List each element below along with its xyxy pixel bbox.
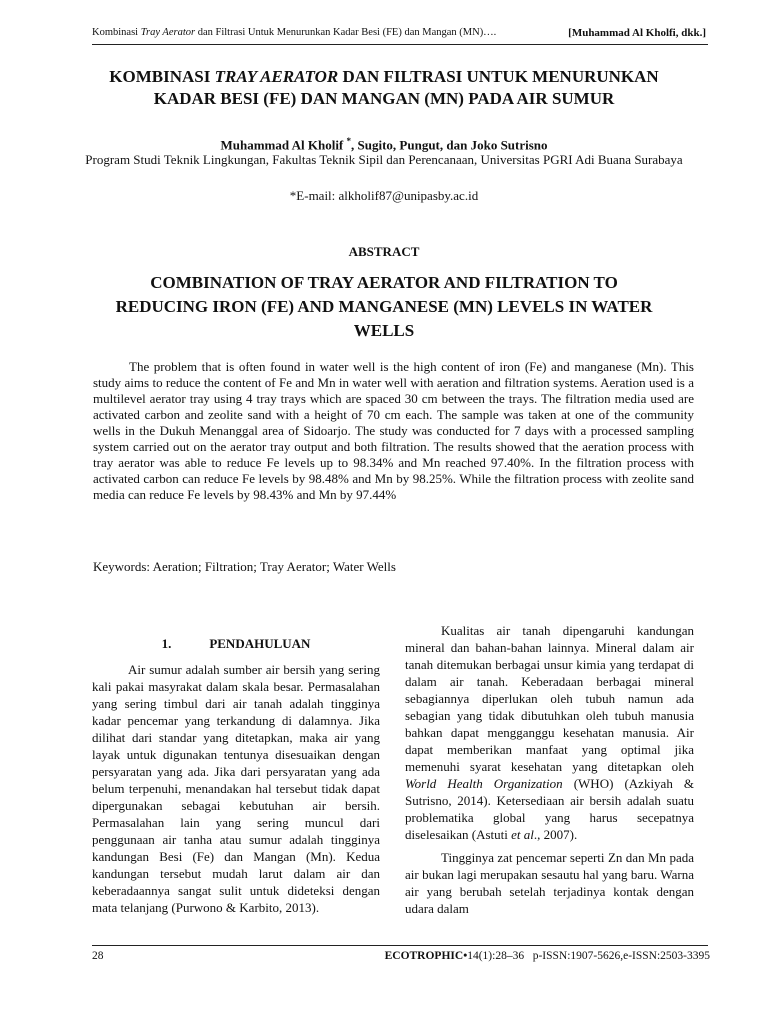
paragraph: Air sumur adalah sumber air bersih yang sering kali pakai masyrakat dalam skala besar. Permasalahan yang sering timbul dari air tanah adalah tingginya kadar pencemar yang terkandung di dalamnya. Jika dilihat dari standar yang ditetapkan, maka air yang layak untuk digunakan tentunya disesuaikan dengan persyaratan yang ada. Jika dari persyaratan yang ada belum terpenuhi, menandakan hal tersebut tidak dapat dipergunakan sebagai kebutuhan air bersih. Permasalahan lain yang sering muncul dari penggunaan air tanha atau sumur adalah tingginya kandungan Besi (Fe) dan Mangan (Mn). Kedua kandungan tersebut mudah larut dalam air dan keberadaannya sangat sulit untuk dideteksi dengan mata telanjang (Purwono & Karbito, 2013).: [92, 662, 380, 915]
paper-title: KOMBINASI TRAY AERATOR DAN FILTRASI UNTUK MENURUNKAN KADAR BESI (FE) DAN MANGAN (MN) PADA AIR SUMUR: [109, 67, 659, 108]
abstract-body: The problem that is often found in water well is the high content of iron (Fe) and manganese (Mn). This study aims to reduce the content of Fe and Mn in water well with aeration and filtration systems. Aeration used is a multilevel aerator tray using 4 tray trays which are spaced 30 cm between the trays. The filtration media used are activated carbon and zeolite sand with a height of 70 cm each. The sample was taken at one of the community wells in the Dukuh Menanggal area of Sidoarjo. The study was conducted for 7 days with a processed sampling system carried out on the aerator tray output and both filtration. The results showed that the aeration process with tray aerator was able to reduce Fe levels up to 98.34% and Mn reached 97.40%. In the filtration process with activated carbon can reduce Fe levels by 98.48% and Mn by 98.25%. While the filtration process with zeolite sand media can reduce Fe levels by 98.43% and Mn by 97.44%: [93, 359, 694, 502]
left-column: [92, 635, 380, 916]
footer-rule: [92, 945, 708, 946]
right-column: [405, 622, 694, 917]
paragraph: Kualitas air tanah dipengaruhi kandungan mineral dan bahan-bahan lainnya. Mineral dalam air tanah ditemukan berbagai unsur kimia yang terdapat di dalam air tanah. Keberadaan berbagai mineral sebagiannya diperlukan oleh tubuh namun ada sebagian yang tidak dibutuhkan oleh tubuh manusia bahkan dapat mengganggu kesehatan manusia. Air dapat memberikan manfaat yang optimal jika memenuhi syarat kesehatan yang ditetapkan oleh World Health Organization (WHO) (Azkiyah & Sutrisno, 2014). Ketersediaan air bersih adalah suatu problematika global yang harus secepatnya diselesaikan (Astuti et al., 2007).: [405, 623, 694, 842]
running-head-title: Kombinasi Tray Aerator dan Filtrasi Untuk Menurunkan Kadar Besi (FE) dan Mangan (MN)….: [92, 27, 497, 38]
header-rule: [92, 44, 708, 45]
abstract-heading: ABSTRACT: [348, 244, 420, 259]
page-number: 28: [92, 950, 104, 962]
paragraph: Tingginya zat pencemar seperti Zn dan Mn pada air bukan lagi merupakan sesautu hal yang baru. Warna air yang berubah setelah terjadinya kontak dengan udara dalam: [405, 850, 694, 916]
journal-citation: ECOTROPHIC•14(1):28–36 p-ISSN:1907-5626,e-ISSN:2503-3395: [384, 950, 710, 962]
english-title: COMBINATION OF TRAY AERATOR AND FILTRATION TO REDUCING IRON (FE) AND MANGANESE (MN) LEVELS IN WATER WELLS: [115, 273, 653, 340]
page-footer: [92, 948, 712, 964]
running-head: [92, 26, 712, 40]
running-head-authors: [Muhammad Al Kholfi, dkk.]: [568, 27, 706, 39]
author-list: Muhammad Al Kholif *, Sugito, Pungut, dan Joko Sutrisno: [220, 136, 548, 153]
section-heading: 1. PENDAHULUAN: [161, 636, 311, 651]
corresponding-email: *E-mail: alkholif87@unipasby.ac.id: [289, 188, 479, 203]
keywords: Keywords: Aeration; Filtration; Tray Aerator; Water Wells: [93, 559, 396, 574]
affiliation: Program Studi Teknik Lingkungan, Fakultas Teknik Sipil dan Perencanaan, Universitas PGRI Adi Buana Surabaya: [85, 152, 683, 167]
